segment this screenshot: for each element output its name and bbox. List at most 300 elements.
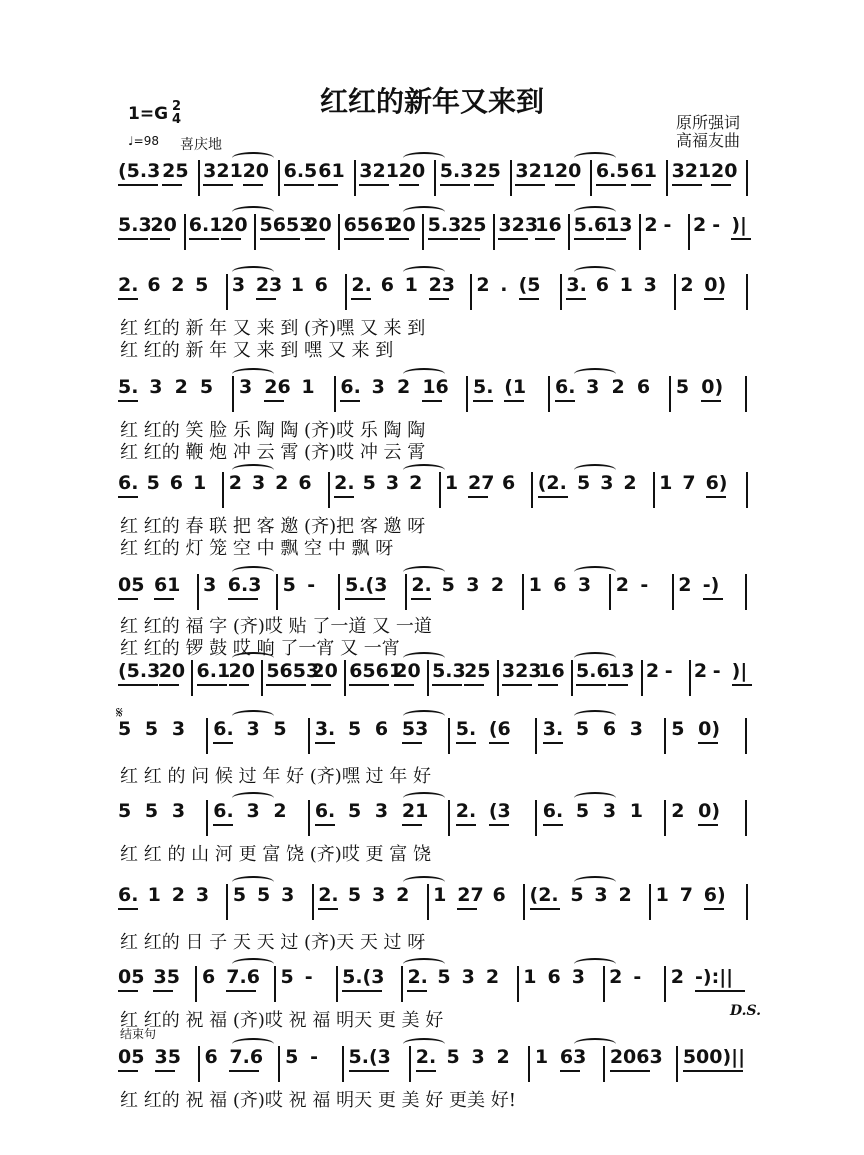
note-group: 6 (636, 376, 651, 398)
slur-arc (574, 876, 616, 888)
note-group: 2 (671, 800, 685, 822)
note-group: (2. (537, 472, 567, 494)
note-group: 13 (608, 660, 635, 682)
note-group: 2. (415, 1046, 437, 1068)
note-group: 27 (457, 884, 484, 906)
note-group: 53 (401, 718, 429, 740)
slur-arc (403, 958, 445, 970)
barline (470, 274, 472, 310)
note-group: 6 (547, 966, 561, 988)
note-group: 6 (380, 274, 395, 296)
lyric-text: 红 红的 祝 福 (齐)哎 祝 福 明天 更 美 好 更美 好! (120, 1090, 516, 1111)
note-group: 6) (703, 884, 726, 906)
note-group: (6 (488, 718, 511, 740)
note-group: 5 (575, 800, 590, 822)
note-group: 3 (371, 376, 385, 398)
barline (439, 472, 441, 508)
note-group: 6.1 (196, 660, 231, 682)
note-group: 2. (351, 274, 372, 296)
barline (548, 376, 550, 412)
barline (405, 574, 407, 610)
note-group: 1 (290, 274, 304, 296)
note-group: 6.5 (595, 160, 630, 182)
note-group: 7 (679, 884, 693, 906)
notation-line (0, 274, 864, 302)
note-group: 3 (246, 718, 260, 740)
barline (206, 800, 208, 836)
note-group: )| (731, 214, 747, 236)
barline (689, 660, 691, 696)
note-group: 27 (468, 472, 495, 494)
slur-arc (403, 206, 445, 218)
note-group: 2 (678, 574, 692, 596)
note-group: 1 (523, 966, 537, 988)
note-group: 25 (162, 160, 189, 182)
note-group: 2. (455, 800, 477, 822)
slur-arc (232, 792, 274, 804)
barline (609, 574, 611, 610)
barline (669, 376, 671, 412)
note-group: 1 (301, 376, 315, 398)
slur-arc (574, 206, 616, 218)
barline (338, 214, 340, 250)
composer-credit: 高福友曲 (676, 131, 741, 150)
note-group: 05 (118, 966, 145, 988)
note-group: 5.6 (576, 660, 610, 682)
slur-arc (574, 792, 616, 804)
barline (312, 884, 314, 920)
note-group: 23 (428, 274, 456, 296)
note-group: 16 (535, 214, 562, 236)
barline (274, 966, 276, 1002)
note-group: 6. (118, 884, 139, 906)
note-group: 321 (359, 160, 399, 182)
note-group: 2 (496, 1046, 510, 1068)
slur-arc (232, 1038, 274, 1050)
barline (664, 718, 666, 754)
note-group: 5 (570, 884, 584, 906)
note-group: 20 (389, 214, 416, 236)
slur-arc (403, 266, 445, 278)
barline (522, 574, 524, 610)
barline (226, 884, 228, 920)
barline (535, 718, 537, 754)
note-group: 20 (398, 160, 426, 182)
note-group: 6 (374, 718, 389, 740)
note-group: 1 (444, 472, 459, 494)
page-title: 红红的新年又来到 (319, 85, 544, 118)
slur-arc (574, 464, 616, 476)
note-group: 3 (203, 574, 217, 596)
note-group: 1 (534, 1046, 549, 1068)
note-group: 05 (118, 1046, 145, 1068)
slur-arc (232, 652, 274, 664)
note-group: 3 (281, 884, 295, 906)
note-group: 2 (396, 376, 411, 398)
note-group: 6) (705, 472, 728, 494)
note-group: 2 (396, 884, 410, 906)
slur-arc (574, 1038, 616, 1050)
slur-arc (232, 566, 274, 578)
ending-label: 结束句 (120, 1027, 157, 1041)
note-group: 3 (602, 800, 617, 822)
note-group: 3 (231, 274, 246, 296)
note-group: 2 (273, 800, 287, 822)
note-group: (3 (488, 800, 511, 822)
lyric-text: 红 红的 新 年 又 来 到 嘿 又 来 到 (120, 340, 394, 361)
barline (535, 800, 537, 836)
note-group: 2. (318, 884, 339, 906)
note-group: 1 (619, 274, 633, 296)
note-group: 5 (195, 274, 209, 296)
lyric-text: 红 红 的 山 河 更 富 饶 (齐)哎 更 富 饶 (120, 844, 431, 865)
barline (664, 800, 666, 836)
note-group: - (633, 966, 642, 988)
slur-arc (403, 876, 445, 888)
note-group: (1 (504, 376, 527, 398)
note-group: 5.3 (118, 214, 152, 236)
note-group: 3 (586, 376, 600, 398)
barline (434, 160, 436, 196)
note-group: 3 (643, 274, 657, 296)
barline (198, 160, 200, 196)
note-group: 2 (409, 472, 423, 494)
note-group: 5653 (259, 214, 313, 236)
note-group: 2 (645, 660, 660, 682)
slur-arc (403, 710, 445, 722)
note-group: 05 (118, 574, 145, 596)
note-group: 3 (471, 1046, 485, 1068)
note-group: 5 (146, 472, 160, 494)
note-group: 3. (542, 718, 564, 740)
note-group: 3 (600, 472, 614, 494)
note-group: . (500, 274, 508, 296)
note-group: - (310, 1046, 318, 1068)
barline (466, 376, 468, 412)
slur-arc (403, 566, 445, 578)
note-group: 25 (474, 160, 501, 182)
dal-segno-mark: D.S. (730, 1003, 762, 1019)
note-group: - (664, 660, 673, 682)
note-group: 20 (305, 214, 332, 236)
note-group: 5 (257, 884, 271, 906)
barline (336, 966, 338, 1002)
note-group: 5.(3 (342, 966, 385, 988)
note-group: 5 (199, 376, 214, 398)
barline (672, 574, 674, 610)
note-group: 1 (147, 884, 161, 906)
note-group: 61 (153, 574, 181, 596)
note-group: 20 (221, 214, 248, 236)
note-group: 500)|| (682, 1046, 746, 1068)
note-group: 3 (238, 376, 253, 398)
note-group: 5 (118, 800, 132, 822)
note-group: 6. (340, 376, 361, 398)
slur-arc (232, 206, 274, 218)
note-group: 2 (485, 966, 500, 988)
barline (422, 214, 424, 250)
note-group: 2 (476, 274, 490, 296)
note-group: 6 (553, 574, 567, 596)
barline (448, 800, 450, 836)
note-group: 2063 (609, 1046, 663, 1068)
note-group: 2 (174, 376, 188, 398)
note-group: 3. (566, 274, 587, 296)
note-group: 6 (595, 274, 610, 296)
notation-line (0, 884, 864, 912)
note-group: -):|| (695, 966, 734, 988)
barline (278, 160, 280, 196)
note-group: 3 (251, 472, 266, 494)
note-group: 2 (171, 884, 185, 906)
note-group: 20 (710, 160, 738, 182)
note-group: 1 (433, 884, 447, 906)
barline (745, 574, 747, 610)
lyric-text: 红 红的 新 年 又 来 到 (齐)嘿 又 来 到 (120, 318, 426, 339)
barline (653, 472, 655, 508)
note-group: 323 (498, 214, 539, 236)
note-group: 5 (347, 800, 362, 822)
slur-arc (232, 266, 274, 278)
note-group: 5 (362, 472, 376, 494)
slur-arc (403, 464, 445, 476)
slur-arc (232, 152, 274, 164)
lyric-text: 红 红的 灯 笼 空 中 飘 空 中 飘 呀 (120, 538, 394, 559)
lyric-text: 红 红的 福 字 (齐)哎 贴 了一道 又 一道 (120, 616, 432, 637)
meter-top: 2 (172, 99, 182, 114)
note-group: 2. (411, 574, 432, 596)
note-group: 6 (147, 274, 161, 296)
lyricist-credit: 原所强词 (676, 113, 741, 132)
key-signature: 1=G (128, 104, 169, 124)
notation-line (0, 376, 864, 404)
note-group: 6.5 (283, 160, 318, 182)
barline (666, 160, 668, 196)
barline (195, 966, 197, 1002)
note-group: 20 (311, 660, 338, 682)
barline (571, 660, 573, 696)
note-group: 20 (150, 214, 177, 236)
note-group: - (712, 660, 721, 682)
note-group: 5 (675, 376, 690, 398)
note-group: 2 (623, 472, 637, 494)
note-group: (5.3 (118, 160, 161, 182)
slur-arc (574, 710, 616, 722)
lyric-text: 红 红的 春 联 把 客 邀 (齐)把 客 邀 呀 (120, 516, 426, 537)
note-group: 0) (698, 800, 721, 822)
note-group: 5.(3 (348, 1046, 391, 1068)
note-group: 3 (374, 800, 389, 822)
note-group: 20 (242, 160, 270, 182)
note-group: 2 (618, 884, 632, 906)
barline (746, 472, 748, 508)
note-group: -) (702, 574, 720, 596)
note-group: 5.6 (573, 214, 608, 236)
note-group: 6 (204, 1046, 218, 1068)
barline (198, 1046, 200, 1082)
note-group: 25 (460, 214, 487, 236)
barline (276, 574, 278, 610)
note-group: 2. (407, 966, 428, 988)
note-group: 2 (693, 660, 708, 682)
note-group: 20 (394, 660, 421, 682)
note-group: 5. (473, 376, 494, 398)
barline (568, 214, 570, 250)
barline (523, 884, 525, 920)
barline (308, 718, 310, 754)
note-group: 6 (298, 472, 312, 494)
notation-line (0, 800, 864, 828)
barline (344, 660, 346, 696)
note-group: 3 (171, 718, 186, 740)
barline (531, 472, 533, 508)
note-group: 5 (671, 718, 685, 740)
note-group: 3 (195, 884, 210, 906)
barline (261, 660, 263, 696)
note-group: 5. (455, 718, 477, 740)
note-group: 6 (501, 472, 516, 494)
note-group: 5 (576, 472, 591, 494)
barline (342, 1046, 344, 1082)
barline (497, 660, 499, 696)
note-group: 2 (644, 214, 658, 236)
note-group: 0) (701, 376, 724, 398)
note-group: 5 (441, 574, 455, 596)
notation-line (0, 214, 864, 242)
note-group: 7.6 (226, 966, 260, 988)
note-group: 5 (347, 718, 362, 740)
note-group: 35 (153, 966, 180, 988)
barline (184, 214, 186, 250)
note-group: 3 (466, 574, 480, 596)
note-group: 3 (385, 472, 400, 494)
note-group: 2 (609, 966, 623, 988)
barline (328, 472, 330, 508)
note-group: 3 (594, 884, 608, 906)
note-group: 5.(3 (345, 574, 388, 596)
barline (254, 214, 256, 250)
note-group: 6 (202, 966, 216, 988)
note-group: 6. (554, 376, 576, 398)
tempo-marking: ♩=98 (128, 134, 159, 148)
note-group: 3 (371, 884, 386, 906)
note-group: 1 (659, 472, 673, 494)
slur-arc (574, 652, 616, 664)
barline (197, 574, 199, 610)
note-group: )| (731, 660, 748, 682)
barline (401, 966, 403, 1002)
note-group: 13 (606, 214, 633, 236)
note-group: 6. (542, 800, 564, 822)
barline (639, 214, 641, 250)
note-group: (5.3 (118, 660, 161, 682)
note-group: 2. (334, 472, 355, 494)
notation-line (0, 660, 864, 688)
note-group: 20 (554, 160, 582, 182)
note-group: 5.3 (439, 160, 474, 182)
note-group: 23 (255, 274, 283, 296)
barline (232, 376, 234, 412)
note-group: 6.3 (227, 574, 262, 596)
note-group: 5 (273, 718, 287, 740)
note-group: 321 (203, 160, 243, 182)
barline (517, 966, 519, 1002)
slur-arc (232, 368, 274, 380)
note-group: 6. (213, 718, 234, 740)
lyric-text: 红 红 的 问 候 过 年 好 (齐)嘿 过 年 好 (120, 766, 431, 787)
note-group: 5 (144, 800, 159, 822)
barline (334, 376, 336, 412)
note-group: 63 (559, 1046, 587, 1068)
segno-sign: 𝄋 (116, 703, 123, 722)
note-group: 21 (401, 800, 429, 822)
note-group: 6.1 (188, 214, 223, 236)
note-group: 2 (615, 574, 629, 596)
expression-marking: 喜庆地 (180, 137, 222, 153)
note-group: 1 (528, 574, 542, 596)
barline (226, 274, 228, 310)
barline (354, 160, 356, 196)
slur-arc (403, 1038, 445, 1050)
barline (590, 160, 592, 196)
barline (427, 884, 429, 920)
note-group: 3. (314, 718, 336, 740)
barline (603, 1046, 605, 1082)
barline (510, 160, 512, 196)
note-group: 5.3 (432, 660, 466, 682)
note-group: 5 (437, 966, 451, 988)
barline (345, 274, 347, 310)
barline (746, 160, 748, 196)
barline (664, 966, 666, 1002)
barline (560, 274, 562, 310)
lyric-text: 红 红的 日 子 天 天 过 (齐)天 天 过 呀 (120, 932, 426, 953)
note-group: 2 (171, 274, 185, 296)
note-group: 1 (193, 472, 207, 494)
meter-bottom: 4 (172, 112, 182, 127)
barline (745, 718, 747, 754)
notation-line (0, 160, 864, 188)
notation-line (0, 574, 864, 602)
note-group: 5 (232, 884, 247, 906)
barline (191, 660, 193, 696)
note-group: 1 (629, 800, 643, 822)
barline (278, 1046, 280, 1082)
note-group: 2 (693, 214, 707, 236)
note-group: 5 (118, 718, 132, 740)
slur-arc (574, 958, 616, 970)
slur-arc (403, 792, 445, 804)
barline (448, 718, 450, 754)
lyric-text: 红 红的 锣 鼓 哎 响 了一宵 又 一宵 (120, 638, 400, 659)
note-group: (2. (529, 884, 559, 906)
note-group: (5 (518, 274, 541, 296)
barline (745, 800, 747, 836)
notation-line (0, 718, 864, 746)
slur-arc (403, 152, 445, 164)
note-group: 2 (670, 966, 684, 988)
note-group: 6561 (349, 660, 403, 682)
note-group: 26 (264, 376, 291, 398)
barline (206, 718, 208, 754)
note-group: 5653 (266, 660, 320, 682)
note-group: 6 (602, 718, 617, 740)
note-group: 0) (704, 274, 727, 296)
barline (222, 472, 224, 508)
note-group: 3 (461, 966, 475, 988)
note-group: 6. (213, 800, 234, 822)
note-group: 7 (682, 472, 696, 494)
